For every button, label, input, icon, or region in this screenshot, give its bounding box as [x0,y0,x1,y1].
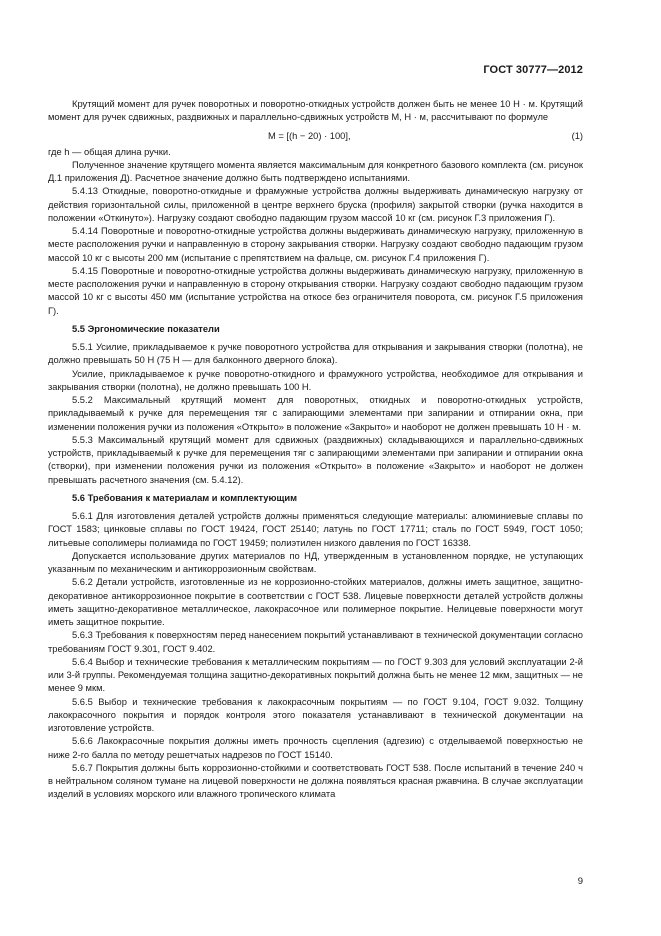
section-heading: 5.5 Эргономические показатели [72,323,220,334]
paragraph: 5.6.4 Выбор и технические требования к металлическим покрытиям — по ГОСТ 9.303 для условий эксплуатации 2-й или 3-й группы. Рекомендуемая толщина защитно-декоративных покрытий должна быть не менее 12 мкм, защитных — не менее 9 мкм. [48,656,583,694]
paragraph: Полученное значение крутящего момента является максимальным для конкретного базового комплекта (см. рисунок Д.1 приложения Д). Расчетное значение должно быть подтверждено испытаниями. [48,159,583,183]
paragraph: 5.6.5 Выбор и технические требования к лакокрасочным покрытиям — по ГОСТ 9.104, ГОСТ 9.032. Толщину лакокрасочного покрытия и порядок контроля этого показателя устанавливают в технической документации на изготовление устройств. [48,696,583,733]
paragraph: 5.5.3 Максимальный крутящий момент для сдвижных (раздвижных) складывающихся и параллельно-сдвижных устройств, прикладываемый к ручке для перемещения тяг с запирающими элементами при запирании и отпирании окна (створки), при изменении положения ручки из положения «Открыто» в положение «Закрыто» и наоборот не должен превышать расчетного значения (см. 5.4.12). [48,434,583,485]
page-number: 9 [577,876,583,887]
paragraph: 5.4.15 Поворотные и поворотно-откидные устройства должны выдерживать динамическую нагрузку, приложенную в месте расположения ручки и направленную в сторону открывания створки. Нагрузку создают свободно падающим грузом массой 10 кг с высоты 450 мм (испытание устройства на откосе без ограничителя поворота, см. рисунок Г.5 приложения Г). [48,265,583,316]
paragraph: 5.4.13 Откидные, поворотно-откидные и фрамужные устройства должны выдерживать динамическую нагрузку от действия горизонтальной силы, приложенной в центре верхнего бруска (профиля) закрытой створки (ручка находится в положении «Откинуто»). Нагрузку создают свободно падающим грузом массой 10 кг (см. рисунок Г.3 приложения Г). [48,186,583,223]
paragraph: 5.6.1 Для изготовления деталей устройств должны применяться следующие материалы: алюминиевые сплавы по ГОСТ 1583; цинковые сплавы по ГОСТ 19424, ГОСТ 25140; латунь по ГОСТ 17711; сталь по ГОСТ 5949, ГОСТ 1050; литьевые сополимеры полиамида по ГОСТ 19459; полиэтилен низкого давления по ГОСТ 16338. [48,511,583,548]
paragraph: 5.6.3 Требования к поверхностям перед нанесением покрытий устанавливают в технической документации согласно требованиям ГОСТ 9.301, ГОСТ 9.402. [48,630,583,654]
paragraph: 5.6.2 Детали устройств, изготовленные из не коррозионно-стойких материалов, должны иметь защитное, защитно-декоративное антикоррозионное покрытие в соответствии с ГОСТ 538. Лицевые поверхности деталей устройств должны иметь защитно-декоративное металлическое, лакокрасочное или полимерное покрытие. Нелицевые поверхности могут иметь защитное покрытие. [48,577,583,627]
formula-expression: М = [(h − 20) · 100], [268,130,351,141]
document-header: ГОСТ 30777—2012 [483,64,583,76]
paragraph: Крутящий момент для ручек поворотных и поворотно-откидных устройств должен быть не менее 10 Н · м. Крутящий момент для ручек сдвижных, раздвижных и параллельно-сдвижных устройств М, Н · м, рассчитывают по формуле [48,99,583,123]
paragraph: Допускается использование других материалов по НД, утвержденным в установленном порядке, не уступающих указанным по механическим и антикоррозионным свойствам. [48,550,583,574]
document-body [48,98,583,802]
section-heading: 5.6 Требования к материалам и комплектующим [72,492,298,503]
paragraph: где h — общая длина ручки. [48,146,171,157]
paragraph: 5.5.2 Максимальный крутящий момент для поворотных, откидных и поворотно-откидных устройств, прикладываемый к ручке для перемещения тяг с запирающими элементами при запирании и отпирании окна, при изменении положения ручки из положения «Открыто» в положение «Закрыто» и наоборот не должен превышать 10 Н · м. [48,395,583,432]
paragraph: 5.5.1 Усилие, прикладываемое к ручке поворотного устройства для открывания и закрывания створки (полотна), не должно превышать 50 Н (75 Н — для балконного дверного блока). [48,342,583,366]
paragraph: 5.6.7 Покрытия должны быть коррозионно-стойкими и соответствовать ГОСТ 538. После испытаний в течение 240 ч в нейтральном соляном тумане на лицевой поверхности не должна появляться красная ржавчина. В случае эксплуатации изделий в условиях морского или влажного тропического климата [48,762,583,800]
formula [48,127,583,145]
paragraph: 5.4.14 Поворотные и поворотно-откидные устройства должны выдерживать динамическую нагрузку, приложенную в месте расположения ручки и направленную в сторону закрывания створки. Нагрузку создают свободно падающим грузом массой 10 кг с высоты 200 мм (испытание с препятствием на фальце, см. рисунок Г.4 приложения Г). [48,226,583,263]
formula-number: (1) [571,130,583,141]
paragraph: 5.6.6 Лакокрасочные покрытия должны иметь прочность сцепления (адгезию) с отделываемой поверхностью не ниже 2-го балла по методу решетчатых надрезов по ГОСТ 15140. [48,736,583,760]
paragraph: Усилие, прикладываемое к ручке поворотно-откидного и фрамужного устройства, необходимое для открывания и закрывания створки (полотна), не должно превышать 100 Н. [48,368,583,392]
